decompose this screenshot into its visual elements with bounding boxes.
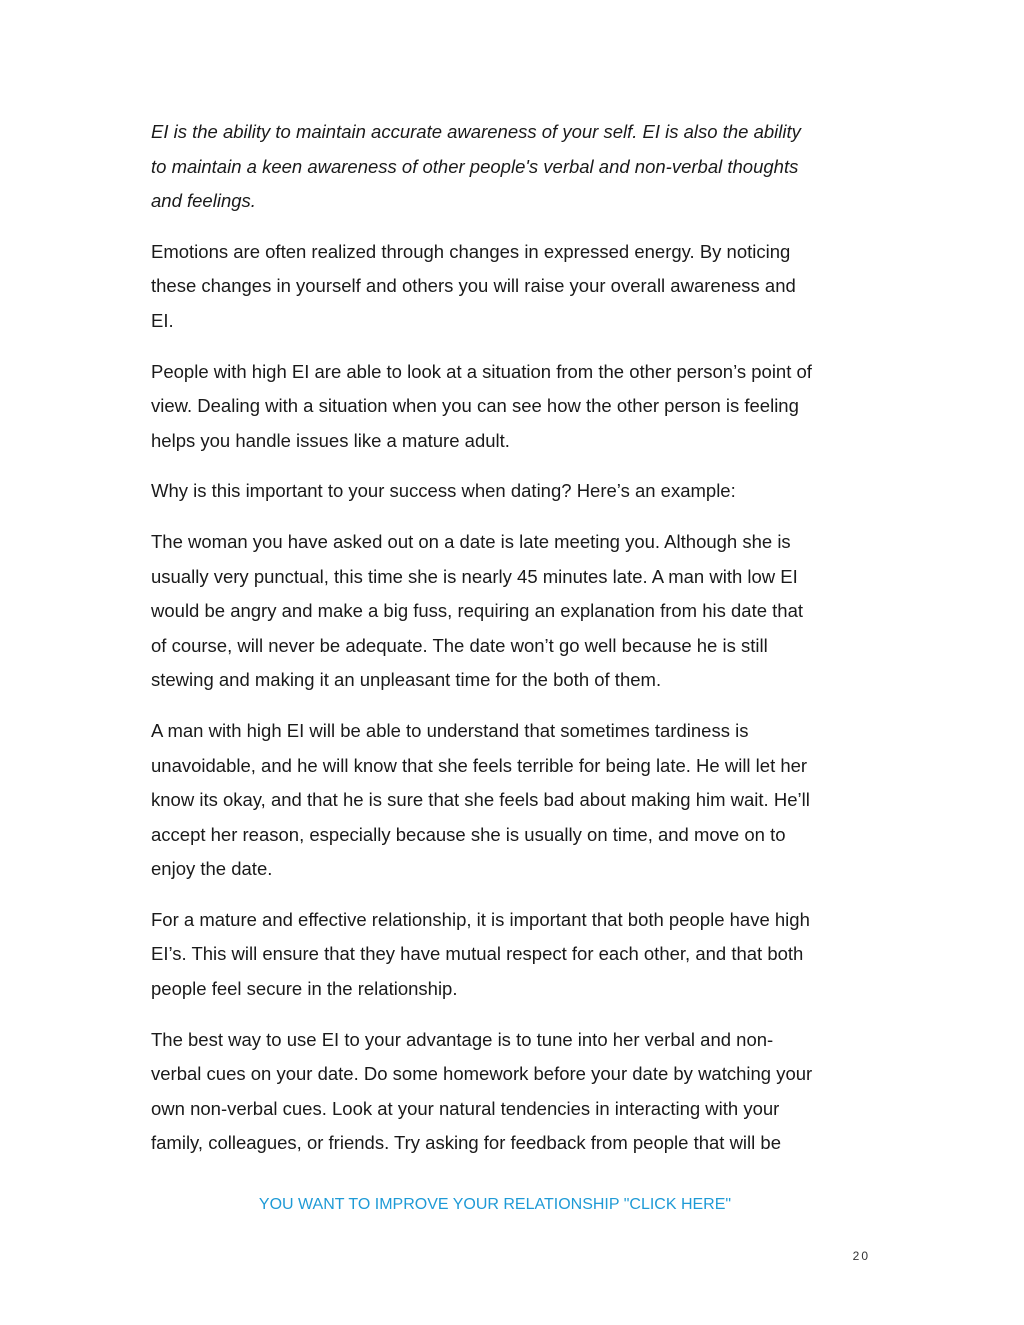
paragraph-best-way: The best way to use EI to your advantage is to tune into her verbal and non- verbal cues on your date. Do some homework before your date by watching your own non-verbal cues. Look at your natural tendencies in interacting with your family, colleagues, or friends. Try asking for feedback from people that will be <box>151 1028 813 1154</box>
paragraph-low-ei-example: The woman you have asked out on a date is late meeting you. Although she is usually very punctual, this time she is nearly 45 minutes late. A man with low EI would be angry and make a big fuss, requiring an explanation from his date that of course, will never be adequate. The date won’t go well because he is still stewing and making it an unpleasant time for the both of them. <box>151 530 804 691</box>
paragraph-point-of-view: People with high EI are able to look at a situation from the other person’s point of view. Dealing with a situation when you can see how the other person is feeling helps you handle issues like a mature adult. <box>151 360 812 451</box>
paragraph-high-ei-example: A man with high EI will be able to understand that sometimes tardiness is unavoidable, and he will know that she feels terrible for being late. He will let her know its okay, and that he is sure that she feels bad about making him wait. He’ll accept her reason, especially because she is usually on time, and move on to enjoy the date. <box>151 719 810 880</box>
paragraph-emotions-energy: Emotions are often realized through changes in expressed energy. By noticing these changes in yourself and others you will raise your overall awareness and EI. <box>151 240 796 331</box>
page-number: 20 <box>852 1249 870 1263</box>
paragraph-why-important: Why is this important to your success when dating? Here’s an example: <box>151 480 736 502</box>
paragraph-ei-definition: EI is the ability to maintain accurate awareness of your self. EI is also the ability to maintain a keen awareness of other people's verbal and non-verbal thoughts and feelings. <box>151 121 801 212</box>
improve-relationship-link[interactable]: YOU WANT TO IMPROVE YOUR RELATIONSHIP "CLICK HERE" <box>258 1196 732 1213</box>
paragraph-mature-relationship: For a mature and effective relationship, it is important that both people have high EI’s. This will ensure that they have mutual respect for each other, and that both people feel secure in the relationship. <box>151 908 810 1000</box>
page-body <box>151 115 875 1177</box>
